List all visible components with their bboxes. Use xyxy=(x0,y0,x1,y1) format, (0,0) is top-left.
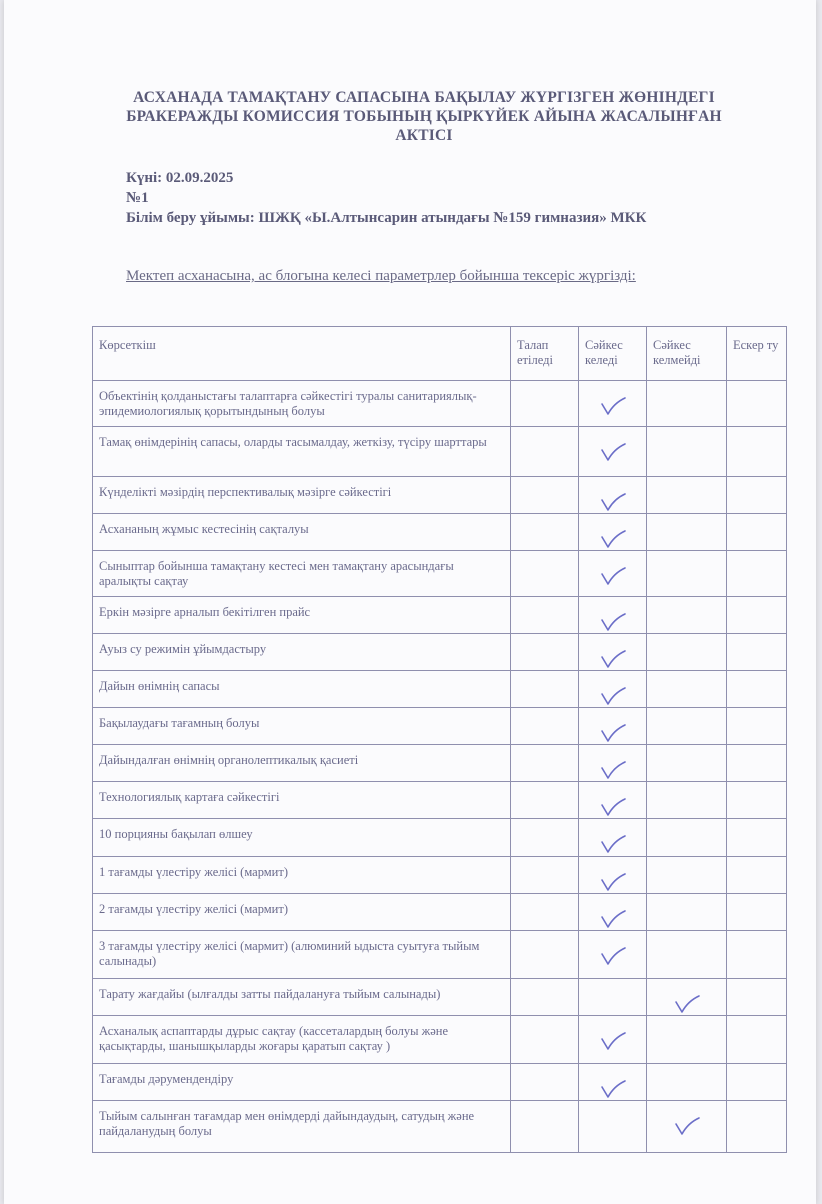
table-row xyxy=(93,551,787,597)
table-row xyxy=(93,634,787,671)
required-cell xyxy=(511,514,579,551)
required-cell xyxy=(511,819,579,857)
checkmark-icon xyxy=(673,993,701,1015)
checkmark-icon xyxy=(599,528,627,550)
table-row xyxy=(93,894,787,931)
compliant-cell xyxy=(579,708,647,745)
document-title xyxy=(64,88,784,145)
required-cell xyxy=(511,931,579,979)
note-cell xyxy=(727,597,787,634)
indicator-cell: Дайын өнімнің сапасы xyxy=(93,671,511,708)
checkmark-icon xyxy=(599,796,627,818)
required-cell xyxy=(511,1016,579,1064)
note-cell xyxy=(727,1016,787,1064)
indicator-cell: Технологиялық картаға сәйкестігі xyxy=(93,782,511,819)
intro-text: Мектеп асханасына, ас блогына келесі параметрлер бойынша тексеріс жүргізді: xyxy=(126,268,636,284)
document-page xyxy=(4,0,816,1204)
indicator-cell: 1 тағамды үлестіру желісі (мармит) xyxy=(93,857,511,894)
note-cell xyxy=(727,634,787,671)
noncompliant-cell xyxy=(647,427,727,477)
checkmark-icon xyxy=(599,395,627,417)
indicator-cell: Асхананың жұмыс кестесінің сақталуы xyxy=(93,514,511,551)
table-row xyxy=(93,819,787,857)
noncompliant-cell xyxy=(647,1064,727,1101)
title-line-3: АКТІСІ xyxy=(395,127,453,144)
table-row xyxy=(93,979,787,1016)
checkmark-icon xyxy=(599,871,627,893)
required-cell xyxy=(511,782,579,819)
indicator-cell: Тағамды дәрумендендіру xyxy=(93,1064,511,1101)
note-cell xyxy=(727,1064,787,1101)
checkmark-icon xyxy=(599,441,627,463)
table-row xyxy=(93,708,787,745)
required-cell xyxy=(511,1064,579,1101)
indicator-cell: Дайындалған өнімнің органолептикалық қасиеті xyxy=(93,745,511,782)
note-cell xyxy=(727,745,787,782)
table-row xyxy=(93,857,787,894)
note-cell xyxy=(727,708,787,745)
compliant-cell xyxy=(579,782,647,819)
compliant-cell xyxy=(579,477,647,514)
noncompliant-cell xyxy=(647,782,727,819)
indicator-cell: Асханалық аспаптарды дұрыс сақтау (кассеталардың болуы және қасықтарды, шанышқыларды жоғары қаратып сақтау ) xyxy=(93,1016,511,1064)
compliant-cell xyxy=(579,514,647,551)
noncompliant-cell xyxy=(647,745,727,782)
noncompliant-cell xyxy=(647,597,727,634)
compliant-cell xyxy=(579,597,647,634)
checkmark-icon xyxy=(599,685,627,707)
number-line: №1 xyxy=(126,190,149,206)
indicator-cell: 10 порцияны бақылап өлшеу xyxy=(93,819,511,857)
required-cell xyxy=(511,597,579,634)
noncompliant-cell xyxy=(647,1016,727,1064)
date-line: Күні: 02.09.2025 xyxy=(126,170,234,186)
noncompliant-cell xyxy=(647,514,727,551)
noncompliant-cell xyxy=(647,381,727,427)
indicator-cell: 2 тағамды үлестіру желісі (мармит) xyxy=(93,894,511,931)
noncompliant-cell xyxy=(647,1101,727,1153)
header-note: Ескер ту xyxy=(727,327,787,381)
compliant-cell xyxy=(579,427,647,477)
noncompliant-cell xyxy=(647,931,727,979)
checkmark-icon xyxy=(599,1078,627,1100)
indicator-cell: Тамақ өнімдерінің сапасы, оларды тасымалдау, жеткізу, түсіру шарттары xyxy=(93,427,511,477)
required-cell xyxy=(511,745,579,782)
compliant-cell xyxy=(579,979,647,1016)
noncompliant-cell xyxy=(647,894,727,931)
indicator-cell: Ауыз су режимін ұйымдастыру xyxy=(93,634,511,671)
checkmark-icon xyxy=(599,611,627,633)
noncompliant-cell xyxy=(647,634,727,671)
note-cell xyxy=(727,1101,787,1153)
table-row xyxy=(93,671,787,708)
required-cell xyxy=(511,894,579,931)
note-cell xyxy=(727,857,787,894)
indicator-cell: Тыйым салынған тағамдар мен өнімдерді дайындаудың, сатудың және пайдаланудың болуы xyxy=(93,1101,511,1153)
note-cell xyxy=(727,514,787,551)
noncompliant-cell xyxy=(647,671,727,708)
required-cell xyxy=(511,477,579,514)
note-cell xyxy=(727,427,787,477)
table-row xyxy=(93,381,787,427)
checkmark-icon xyxy=(599,1030,627,1052)
indicator-cell: Күнделікті мәзірдің перспективалық мәзірге сәйкестігі xyxy=(93,477,511,514)
compliant-cell xyxy=(579,634,647,671)
required-cell xyxy=(511,708,579,745)
org-line: Білім беру ұйымы: ШЖҚ «Ы.Алтынсарин атындағы №159 гимназия» МКК xyxy=(126,210,647,226)
compliant-cell xyxy=(579,857,647,894)
required-cell xyxy=(511,857,579,894)
required-cell xyxy=(511,979,579,1016)
compliant-cell xyxy=(579,1016,647,1064)
noncompliant-cell xyxy=(647,979,727,1016)
indicator-cell: Сыныптар бойынша тамақтану кестесі мен тамақтану арасындағы аралықты сақтау xyxy=(93,551,511,597)
table-row xyxy=(93,745,787,782)
indicator-cell: Объектінің қолданыстағы талаптарға сәйкестігі туралы санитариялық-эпидемиологиялық қорытындының болуы xyxy=(93,381,511,427)
table-row xyxy=(93,931,787,979)
noncompliant-cell xyxy=(647,819,727,857)
required-cell xyxy=(511,427,579,477)
note-cell xyxy=(727,979,787,1016)
table-row xyxy=(93,1101,787,1153)
compliant-cell xyxy=(579,671,647,708)
checkmark-icon xyxy=(599,565,627,587)
indicator-cell: Еркін мәзірге арналып бекітілген прайс xyxy=(93,597,511,634)
note-cell xyxy=(727,782,787,819)
checkmark-icon xyxy=(599,945,627,967)
table-row xyxy=(93,477,787,514)
indicator-cell: Бақылаудағы тағамның болуы xyxy=(93,708,511,745)
table-row xyxy=(93,597,787,634)
note-cell xyxy=(727,477,787,514)
required-cell xyxy=(511,1101,579,1153)
table-row xyxy=(93,782,787,819)
table-row xyxy=(93,1064,787,1101)
table-header-row xyxy=(93,327,787,381)
compliant-cell xyxy=(579,745,647,782)
compliant-cell xyxy=(579,819,647,857)
required-cell xyxy=(511,634,579,671)
checkmark-icon xyxy=(599,491,627,513)
note-cell xyxy=(727,381,787,427)
noncompliant-cell xyxy=(647,708,727,745)
noncompliant-cell xyxy=(647,477,727,514)
compliant-cell xyxy=(579,894,647,931)
compliant-cell xyxy=(579,1064,647,1101)
required-cell xyxy=(511,381,579,427)
compliant-cell xyxy=(579,381,647,427)
checkmark-icon xyxy=(599,908,627,930)
header-indicator: Көрсеткіш xyxy=(93,327,511,381)
table-row xyxy=(93,1016,787,1064)
header-compliant: Сәйкес келеді xyxy=(579,327,647,381)
header-required: Талап етіледі xyxy=(511,327,579,381)
checkmark-icon xyxy=(599,833,627,855)
indicator-cell: Тарату жағдайы (ылғалды затты пайдалануға тыйым салынады) xyxy=(93,979,511,1016)
required-cell xyxy=(511,671,579,708)
compliant-cell xyxy=(579,1101,647,1153)
checkmark-icon xyxy=(599,648,627,670)
inspection-table xyxy=(92,326,787,1153)
noncompliant-cell xyxy=(647,551,727,597)
checkmark-icon xyxy=(599,722,627,744)
note-cell xyxy=(727,894,787,931)
checkmark-icon xyxy=(599,759,627,781)
required-cell xyxy=(511,551,579,597)
title-line-1: АСХАНАДА ТАМАҚТАНУ САПАСЫНА БАҚЫЛАУ ЖҮРГІЗГЕН ЖӨНІНДЕГІ xyxy=(133,89,715,106)
note-cell xyxy=(727,819,787,857)
document-meta xyxy=(126,168,646,228)
checkmark-icon xyxy=(673,1115,701,1137)
table-row xyxy=(93,514,787,551)
title-line-2: БРАКЕРАЖДЫ КОМИССИЯ ТОБЫНЫҢ ҚЫРКҮЙЕК АЙЫНА ЖАСАЛЫНҒАН xyxy=(126,108,722,125)
compliant-cell xyxy=(579,551,647,597)
note-cell xyxy=(727,931,787,979)
noncompliant-cell xyxy=(647,857,727,894)
table-row xyxy=(93,427,787,477)
compliant-cell xyxy=(579,931,647,979)
note-cell xyxy=(727,671,787,708)
indicator-cell: 3 тағамды үлестіру желісі (мармит) (алюминий ыдыста суытуға тыйым салынады) xyxy=(93,931,511,979)
table-body xyxy=(93,381,787,1153)
header-noncompliant: Сәйкес келмейді xyxy=(647,327,727,381)
note-cell xyxy=(727,551,787,597)
